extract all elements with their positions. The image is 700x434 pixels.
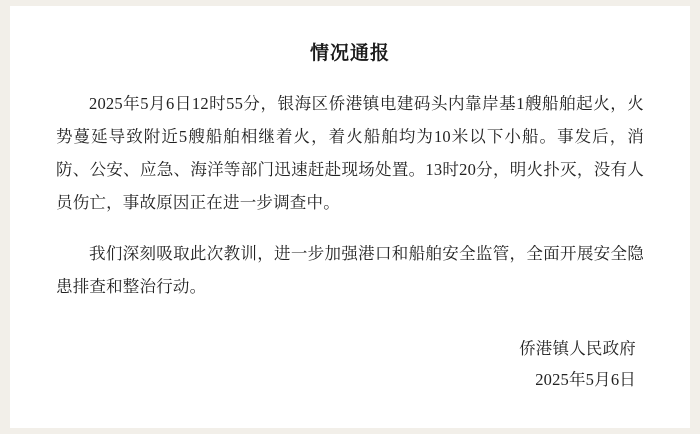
- page-title: 情况通报: [309, 43, 390, 64]
- signature-issuer: 侨港镇人民政府: [519, 339, 636, 358]
- paragraph-2: 我们深刻吸取此次教训，进一步加强港口和船舶安全监管，全面开展安全隐患排查和整治行动。: [56, 244, 644, 296]
- document-body: [10, 6, 690, 395]
- paragraph-1: 2025年5月6日12时55分，银海区侨港镇电建码头内靠岸基1艘船舶起火，火势蔓延导致附近5艘船舶相继着火，着火船舶均为10米以下小船。事发后，消防、公安、应急、海洋等部门迅速赶赴现场处置。13时20分，明火扑灭，没有人员伤亡，事故原因正在进一步调查中。: [56, 94, 644, 212]
- document-page: [10, 6, 690, 428]
- signature-date: 2025年5月6日: [535, 370, 636, 389]
- signature-block: [56, 333, 644, 395]
